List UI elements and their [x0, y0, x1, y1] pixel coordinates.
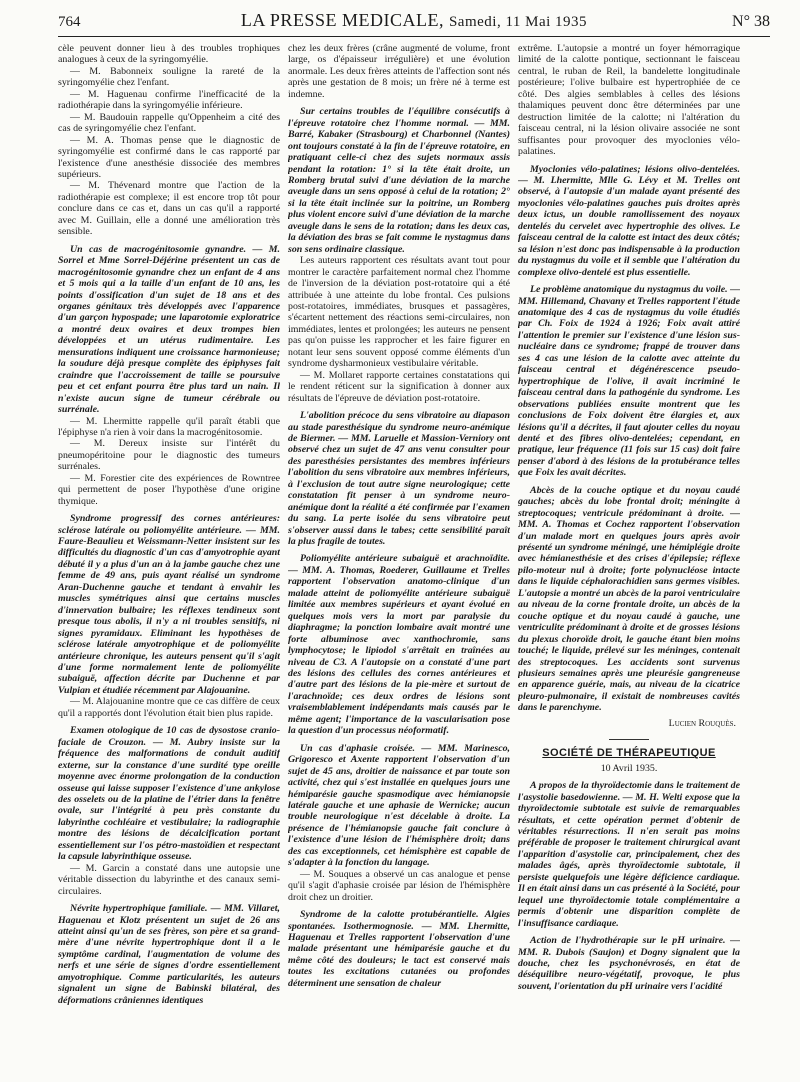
paragraph: — M. Haguenau confirme l'inefficacité de la radiothérapie dans la syringomyélie inférieure. [58, 88, 280, 112]
paragraph: — M. Garcin a constaté dans une autopsie une véritable dissection du labyrinthe et des canaux semi-circulaires. [58, 862, 280, 897]
column-3 [518, 43, 740, 1075]
divider [609, 739, 649, 740]
paragraph: Les auteurs rapportent ces résultats avant tout pour montrer le caractère parfaitement normal chez l'homme de l'inversion de la déviation post-rotatoire qui a été attribuée à une atteinte du lobe frontal. Ces pulsions post-rotatoires, immédiates, brusques et passagères, s'écartent nettement des réactions semi-circulaires, non immédiates, lentes et prolongées; les auteurs ne pensent pas qu'on puisse les rapprocher et les faire figurer en notant leur sens souvent opposé comme éléments d'un syndrome dysharmonieux vestibulaire véritable. [288, 255, 510, 370]
paragraph: — M. Lhermitte rappelle qu'il paraît établi que l'épiphyse n'a rien à voir dans la macrogénitosomie. [58, 415, 280, 438]
journal-title [58, 10, 770, 31]
paragraph: — M. Babonneix souligne la rareté de la syringomyélie chez l'enfant. [58, 65, 280, 89]
section-heading: Syndrome de la calotte protubérantielle. Algies spontanées. Isothermognosie. — MM. Lhermitte, Haguenau et Trelles rapportent l'observation d'une malade présentant une hémiparésie gauche et du même côté des douleurs; le tact est conservé mais toutes les excitations cutanées ou profondes déterminent une sensation de chaleur [288, 909, 510, 989]
column-2 [288, 43, 510, 1075]
section-heading: Examen otologique de 10 cas de dysostose cranio-faciale de Crouzon. — M. Aubry insiste sur la fréquence des malformations de conduit auditif externe, sur la constance d'une surdité type oreille moyenne avec énorme prolongation de la conduction osseuse qui laisse supposer l'existence d'une ankylose des osselets ou de la platine de l'étrier dans la fenêtre ovale, sur l'intégrité à peu près constante du labyrinthe cochléaire et vestibulaire; la radiographie montre des lésions de décalcification portant essentiellement sur l'os pétro-mastoïdien et respectant la capsule labyrinthique osseuse. [58, 725, 280, 863]
section-heading: Un cas de macrogénitosomie gynandre. — M. Sorrel et Mme Sorrel-Déjérine présentent un cas de macrogénitosomie gynandre chez un enfant de 4 ans et 5 mois qui a la taille d'un enfant de 10 ans, les points d'ossification d'un sujet de 18 ans et des organes génitaux très développés avec l'apparence d'un garçon hypospade; une laparotomie exploratrice a montré deux ovaires et deux trompes bien développées et un utérus rudimentaire. Les mensurations indiquent une croissance harmonieuse; la soudure déjà presque complète des épiphyses fait craindre que l'accroissement de taille se poursuive peu et cet enfant pourra être plus tard un nain. Il n'existe aucun signe de tumeur cérébrale ou surrénale. [58, 243, 280, 416]
column-1 [58, 43, 280, 1075]
issue-number: N° 38 [732, 13, 770, 30]
paragraph: extrême. L'autopsie a montré un foyer hémorragique limité de la calotte pontique, sectionnant le faisceau central, le ruban de Reil, la bandelette longitudinale postérieure; l'olive bulbaire est hypertrophiée de ce côté. Des algies semblables à celles des lésions thalamiques peuvent donc être déterminées par une destruction limitée de la calotte; ni l'altération du faisceau central, ni la lésion olivaire associée ne sont suffisantes pour provoquer des myoclonies vélo-palatines. [518, 43, 740, 158]
paragraph: cèle peuvent donner lieu à des troubles trophiques analogues à ceux de la syringomyélie. [58, 43, 280, 66]
section-heading: Abcès de la couche optique et du noyau caudé gauches; abcès du lobe frontal droit; méningite à streptocoques; ventricule prédominant à droite. — MM. A. Thomas et Cochez rapportent l'observation d'un malade mort en quelques jours après avoir présenté un syndrome méningé, une hémiplégie droite avec hémianesthésie et des crises d'épilepsie; réflexe pilo-moteur nul à droite; forte polynucléose intacte dans le liquide céphalorachidien sans germes visibles. L'autopsie a montré un abcès de la paroi ventriculaire au niveau de la corne frontale droite, un abcès de la couche optique et du noyau caudé à gauche, une ventriculite prédominant à droite et de grosses lésions du plexus choroïde droit, le gauche étant bien moins touché; le liquide, prélevé sur les méninges, contenait des streptocoques. Les accidents sont survenus plusieurs semaines après une pleurésie gangreneuse en apparence guérie, mais, au niveau de la cicatrice pleuro-pulmonaire, il existait de nombreuses cavités dans le parenchyme. [518, 484, 740, 714]
paragraph: chez les deux frères (crâne augmenté de volume, front large, os d'épaisseur irrégulière) et une évolution anormale. Les deux frères atteints de l'affection sont nés après une gestation de 8 mois; un frère né à terme est indemne. [288, 43, 510, 100]
section-heading: Action de l'hydrothérapie sur le pH urinaire. — MM. R. Dubois (Saujon) et Dogny signalent que la douche, chez les psychonévrosés, en état de déséquilibre neuro-végétatif, provoque, le plus souvent, l'orientation du pH urinaire vers l'acidité [518, 935, 740, 992]
paragraph: — M. Alajouanine montre que ce cas diffère de ceux qu'il a rapportés dont l'évolution était bien plus rapide. [58, 696, 280, 719]
section-heading: Névrite hypertrophique familiale. — MM. Villaret, Haguenau et Klotz présentent un sujet de 26 ans atteint ainsi qu'un de ses frères, son père et sa grand-mère d'une névrite hypertrophique dont il a le symptôme cardinal, l'augmentation de volume des nerfs et une série de signes d'ordre essentiellement amyotrophique. Comme particularités, les auteurs signalent un signe de Babinski bilatéral, des déformations crâniennes identiques [58, 903, 280, 1006]
section-heading: Le problème anatomique du nystagmus du voile. — MM. Hillemand, Chavany et Trelles rapportent l'étude anatomique des 4 cas de nystagmus du voile étudiés par Ch. Foix de 1924 à 1926; Foix avait attiré l'attention le premier sur l'existence d'une lésion sus-nucléaire dans ce syndrome; frappé de trouver dans ses 4 cas une lésion de la calotte avec atteinte du faisceau central et dégénérescence pseudo-hypertrophique de l'olive, il avait incriminé le faisceau central dans la pathogénie du syndrome. Les observations publiées ensuite montrent que les conclusions de Foix doivent être élargies et, aux lésions qu'il a décrites, il faut ajouter celles du noyau denté et des fibres olivo-dentelées; cependant, en pratique, leur fréquence (11 fois sur 15 cas) doit faire penser d'abord à des lésions de la protubérance telles que Foix les avait décrites. [518, 284, 740, 479]
issue-date: Samedi, 11 Mai 1935 [448, 14, 588, 30]
section-heading: L'abolition précoce du sens vibratoire au diapason au stade paresthésique du syndrome neuro-anémique de Biermer. — MM. Laruelle et Massion-Verniory ont observé chez un sujet de 47 ans venu consulter pour des paresthésies persistantes des membres inférieurs l'abolition du sens vibratoire aux membres inférieurs, à l'exclusion de tout autre signe neurologique; cette constatation fit penser à un syndrome neuro-anémique dont la réalité a été confirmée par l'examen du sang. La perte isolée du sens vibratoire peut s'observer aussi dans le tabes; cette sensibilité paraît la plus fragile de toutes. [288, 410, 510, 548]
session-date: 10 Avril 1935. [600, 762, 658, 774]
paragraph: — M. Thévenard montre que l'action de la radiothérapie est complexe; il est encore trop tôt pour conclure dans ce cas et, dans un cas qu'il a rapporté avec M. Guillain, elle a donné une amélioration très sensible. [58, 180, 280, 238]
paragraph: — M. Baudouin rappelle qu'Oppenheim a cité des cas de syringomyélie chez l'enfant. [58, 111, 280, 135]
section-heading: Un cas d'aphasie croisée. — MM. Marinesco, Grigoresco et Axente rapportent l'observation d'un sujet de 45 ans, droitier de naissance et par toute son activité, chez qui s'est installée en quelques jours une hémiparésie gauche spasmodique avec hémianopsie latérale gauche et une aphasie de Wernicke; aucun trouble neurologique n'est décelable à droite. La présence de l'hémianopsie gauche fait conclure à l'existence d'une lésion de l'hémisphère droit; dans des cas exceptionnels, cet hémisphère est capable de s'adapter à la fonction du langage. [288, 742, 510, 869]
journal-name: LA PRESSE MEDICALE, [240, 10, 444, 30]
section-heading: A propos de la thyroïdectomie dans le traitement de l'asystolie basedowienne. — M. H. Welti expose que la thyroïdectomie subtotale est suivie de remarquables résultats, et cette opération permet d'obtenir de véritables résurrections. Il n'en serait pas moins préférable de proposer le traitement chirurgical avant l'apparition d'asystolie car, principalement, chez des malades âgés, après thyroïdectomie subtotale, il persiste quelquefois une légère déficience cardiaque. Il en était ainsi dans un cas présenté à la Société, pour lequel une thyroïdectomie totale complémentaire a permis d'obtenir une disparition complète de l'insuffisance cardiaque. [518, 780, 740, 929]
section-heading: Sur certains troubles de l'équilibre consécutifs à l'épreuve rotatoire chez l'homme normal. — MM. Barré, Kabaker (Strasbourg) et Charbonnel (Nantes) ont toujours constaté à la fin de l'épreuve rotatoire, en pratiquant celle-ci chez des sujets normaux assis pendant la rotation: 1° si la tête était droite, un Romberg brutal suivi d'une déviation de la marche aveugle dans un sens opposé à celui de la rotation; 2° si la tête était inclinée sur la poitrine, un Romberg plus violent encore suivi d'une déviation de la marche aveugle dans le sens de la rotation; dans les deux cas, la déviation des bras se fait comme le nystagmus dans son sens ordinaire classique. [288, 106, 510, 255]
paragraph: — M. Mollaret rapporte certaines constatations qui le rendent réticent sur la signification à donner aux résultats de l'épreuve de déviation post-rotatoire. [288, 369, 510, 404]
society-heading: SOCIÉTÉ DE THÉRAPEUTIQUE [542, 747, 716, 760]
paragraph: — M. A. Thomas pense que le diagnostic de syringomyélie est confirmé dans le cas rapporté par l'existence d'une anesthésie dissociée des membres supérieurs. [58, 134, 280, 180]
paragraph: — M. Forestier cite des expériences de Rowntree qui permettent de poser l'hypothèse d'une origine thymique. [58, 472, 280, 507]
section-heading: Myoclonies vélo-palatines; lésions olivo-dentelées. — M. Lhermitte, Mlle G. Lévy et M. Trelles ont observé, à l'autopsie d'un malade ayant présenté des myoclonies vélo-palatines gauches puis droites après deux ictus, un double ramollissement des noyaux dentelés du cervelet avec hypertrophie des olives. Le faisceau central de la calotte est intact des deux côtés; sa lésion n'est donc pas indispensable à la production du nystagmus du voile et il semble que l'altération du complexe olivo-dentelé est plus essentielle. [518, 163, 740, 278]
section-heading: Poliomyélite antérieure subaiguë et arachnoïdite. — MM. A. Thomas, Roederer, Guillaume et Trelles rapportent l'observation anatomo-clinique d'un malade atteint de poliomyélite antérieure subaiguë limitée aux membres supérieurs et ayant évolué en quelques mois vers la mort par paralysie du diaphragme; la ponction lombaire avait montré une forte albuminose avec xanthochromie, sans lymphocytose; le lipiodol s'arrêtait en traînées au niveau de C3. A l'autopsie on a constaté d'une part des lésions des cellules des cornes antérieures et d'autre part des lésions de la pie-mère et surtout de l'arachnoïde; ces deux ordres de lésions sont vraisemblablement indépendants mais causés par le même agent; l'importance de la vascularisation pose la question d'un processus néoformatif. [288, 553, 510, 737]
paragraph: — M. Souques a observé un cas analogue et pense qu'il s'agit d'aphasie croisée par lésion de l'hémisphère droit chez un droitier. [288, 868, 510, 903]
section-heading: Syndrome progressif des cornes antérieures: sclérose latérale ou poliomyélite antérieure. — MM. Faure-Beaulieu et Weissmann-Netter insistent sur les difficultés du diagnostic d'un cas d'amyotrophie ayant débuté il y a plus d'un an à la jambe gauche chez une femme de 49 ans, puis ayant réalisé un syndrome Aran-Duchenne gauche et tendant à envahir les muscles symétriques ainsi que certains muscles d'innervation bulbaire; les réflexes tendineux sont presque tous abolis, il n'y a ni troubles sensitifs, ni signes pyramidaux. Eliminant les hypothèses de sclérose latérale amyotrophique et de poliomyélite antérieure chronique, les auteurs pensent qu'il s'agit d'une forme normalement lente de poliomyélite subaiguë, affection décrite par Duchenne et par Vulpian et étudiée récemment par Alajouanine. [58, 513, 280, 696]
page-header [58, 10, 770, 37]
paragraph: — M. Dereux insiste sur l'intérêt du pneumopéritoine pour le diagnostic des tumeurs surrénales. [58, 438, 280, 473]
page-number: 764 [58, 14, 81, 30]
author-signature: Lucien Rouquès. [668, 717, 736, 729]
